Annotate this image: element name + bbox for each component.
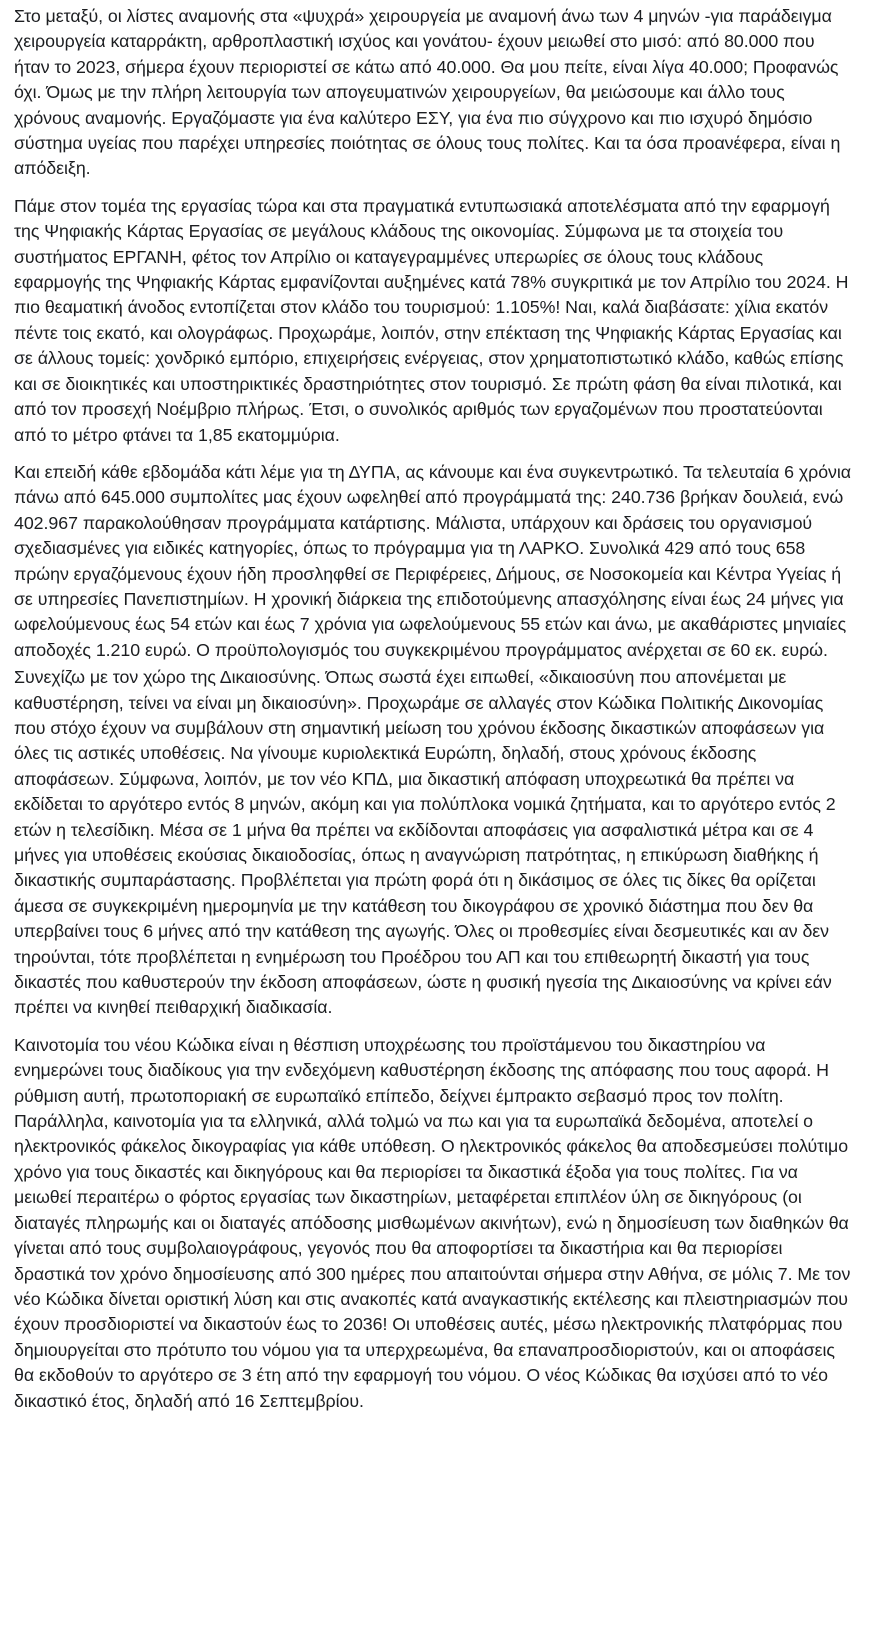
paragraph-new-code-innovations: Καινοτομία του νέου Κώδικα είναι η θέσπιση υποχρέωσης του προϊστάμενου του δικαστηρίου να ενημερώνει τους διαδίκους για την ενδεχόμενη καθυστέρηση έκδοσης της απόφασης που τους αφορά. Η ρύθμιση αυτή, πρωτοποριακή σε ευρωπαϊκό επίπεδο, δείχνει έμπρακτο σεβασμό προς τον πολίτη. Παράλληλα, καινοτομία για τα ελληνικά, αλλά τολμώ να πω και για τα ευρωπαϊκά δεδομένα, αποτελεί ο ηλεκτρονικός φάκελος δικογραφίας για κάθε υπόθεση. Ο ηλεκτρονικός φάκελος θα αποδεσμεύσει πολύτιμο χρόνο για τους δικαστές και δικηγόρους και θα περιορίσει τα δικαστικά έξοδα για τους πολίτες. Για να μειωθεί περαιτέρω ο φόρτος εργασίας των δικαστηρίων, μεταφέρεται επιπλέον ύλη σε δικηγόρους (οι διαταγές πληρωμής και οι διαταγές απόδοσης μισθωμένων ακινήτων), ενώ η δημοσίευση των διαθηκών θα γίνεται από τους συμβολαιογράφους, γεγονός που θα αποφορτίσει τα δικαστήρια και θα περιορίσει δραστικά τον χρόνο δημοσίευσης από 300 ημέρες που απαιτούνται σήμερα στην Αθήνα, σε μόλις 7. Με τον νέο Κώδικα δίνεται οριστική λύση και στις ανακοπές κατά αναγκαστικής εκτέλεσης και πλειστηριασμών που έχουν προσδιοριστεί να δικαστούν έως το 2036! Οι υποθέσεις αυτές, μέσω ηλεκτρονικής πλατφόρμας που δημιουργείται στο πρότυπο του νόμου για τα υπερχρεωμένα, θα επαναπροσδιοριστούν, και οι αποφάσεις θα εκδοθούν το αργότερο σε 3 έτη από την εφαρμογή του νόμου. Ο νέος Κώδικας θα ισχύσει από το νέο δικαστικό έτος, δηλαδή από 16 Σεπτεμβρίου. <box>14 1034 851 1411</box>
paragraph-justice-reform: Συνεχίζω με τον χώρο της Δικαιοσύνης. Όπως σωστά έχει ειπωθεί, «δικαιοσύνη που απονέμεται με καθυστέρηση, τείνει να είναι μη δικαιοσύνη». Προχωράμε σε αλλαγές στον Κώδικα Πολιτικής Δικονομίας που στόχο έχουν να συμβάλουν στη σημαντική μείωση του χρόνου έκδοσης δικαστικών αποφάσεων για όλες τις αστικές υποθέσεις. Να γίνουμε κυριολεκτικά Ευρώπη, δηλαδή, στους χρόνους έκδοσης αποφάσεων. Σύμφωνα, λοιπόν, με τον νέο ΚΠΔ, μια δικαστική απόφαση υποχρεωτικά θα πρέπει να εκδίδεται το αργότερο εντός 8 μηνών, ακόμη και για πολύπλοκα νομικά ζητήματα, και το αργότερο εντός 2 ετών η τελεσίδικη. Μέσα σε 1 μήνα θα πρέπει να εκδίδονται αποφάσεις για ασφαλιστικά μέτρα και σε 4 μήνες για υποθέσεις εκούσιας δικαιοδοσίας, όπως η αναγνώριση πατρότητας, η επικύρωση διαθήκης ή δικαστικής συμπαράστασης. Προβλέπεται για πρώτη φορά ότι η δικάσιμος σε όλες τις δίκες θα ορίζεται άμεσα σε συγκεκριμένη ημερομηνία με την κατάθεση του δικογράφου σε χρονικό διάστημα που δεν θα υπερβαίνει τους 6 μήνες από την κατάθεση της αγωγής. Όλες οι προθεσμίες είναι δεσμευτικές και αν δεν τηρούνται, τότε προβλέπεται η ενημέρωση του Προέδρου του ΑΠ και του επιθεωρητή δικαστή για τους δικαστές που καθυστερούν την έκδοση αποφάσεων, ώστε η φυσική ηγεσία της Δικαιοσύνης να κρίνει εάν πρέπει να κινηθεί πειθαρχική διαδικασία. <box>14 667 836 1018</box>
paragraph-surgery-waitlists: Στο μεταξύ, οι λίστες αναμονής στα «ψυχρά» χειρουργεία με αναμονή άνω των 4 μηνών -για παράδειγμα χειρουργεία καταρράκτη, αρθροπλαστική ισχύος και γονάτου- έχουν μειωθεί στο μισό: από 80.000 που ήταν το 2023, σήμερα έχουν περιοριστεί σε κάτω από 40.000. Θα μου πείτε, είναι λίγα 40.000; Προφανώς όχι. Όμως με την πλήρη λειτουργία των απογευματινών χειρουργείων, θα μειώσουμε και άλλο τους χρόνους αναμονής. Εργαζόμαστε για ένα καλύτερο ΕΣΥ, για ένα πιο σύγχρονο και πιο ισχυρό δημόσιο σύστημα υγείας που παρέχει υπηρεσίες ποιότητας σε όλους τους πολίτες. Και τα όσα προανέφερα, είναι η απόδειξη. <box>14 6 841 179</box>
paragraph-digital-work-card: Πάμε στον τομέα της εργασίας τώρα και στα πραγματικά εντυπωσιακά αποτελέσματα από την εφαρμογή της Ψηφιακής Κάρτας Εργασίας σε μεγάλους κλάδους της οικονομίας. Σύμφωνα με τα στοιχεία του συστήματος ΕΡΓΑΝΗ, φέτος τον Απρίλιο οι καταγεγραμμένες υπερωρίες σε όλους τους κλάδους εφαρμογής της Ψηφιακής Κάρτας εμφανίζονται αυξημένες κατά 78% συγκριτικά με τον Απρίλιο του 2024. Η πιο θεαματική άνοδος εντοπίζεται στον κλάδο του τουρισμού: 1.105%! Ναι, καλά διαβάσατε: χίλια εκατόν πέντε τοις εκατό, και ολογράφως. Προχωράμε, λοιπόν, στην επέκταση της Ψηφιακής Κάρτας Εργασίας και σε άλλους τομείς: χονδρικό εμπόριο, επιχειρήσεις ενέργειας, στον χρηματοπιστωτικό κλάδο, καθώς επίσης και σε διοικητικές και υποστηρικτικές δραστηριότητες στον τουρισμό. Σε πρώτη φάση θα είναι πιλοτικά, και από τον προσεχή Νοέμβριο πλήρως. Έτσι, ο συνολικός αριθμός των εργαζομένων που προστατεύονται από το μέτρο φτάνει τα 1,85 εκατομμύρια. <box>14 195 849 445</box>
paragraph-dypa-programs: Και επειδή κάθε εβδομάδα κάτι λέμε για τη ΔΥΠΑ, ας κάνουμε και ένα συγκεντρωτικό. Τα τελευταία 6 χρόνια πάνω από 645.000 συμπολίτες μας έχουν ωφεληθεί από προγράμματά της: 240.736 βρήκαν δουλειά, ενώ 402.967 παρακολούθησαν προγράμματα κατάρτισης. Μάλιστα, υπάρχουν και δράσεις του οργανισμού σχεδιασμένες για ειδικές κατηγορίες, όπως το πρόγραμμα για τη ΛΑΡΚΟ. Συνολικά 429 από τους 658 πρώην εργαζόμενους έχουν ήδη προσληφθεί σε Περιφέρειες, Δήμους, σε Νοσοκομεία και Κέντρα Υγείας ή σε υπηρεσίες Πανεπιστημίων. Η χρονική διάρκεια της επιδοτούμενης απασχόλησης είναι έως 24 μήνες για ωφελούμενους έως 54 ετών και έως 7 χρόνια για ωφελούμενους 55 ετών και άνω, με ακαθάριστες μηνιαίες αποδοχές 1.210 ευρώ. Ο προϋπολογισμός του συγκεκριμένου προγράμματος ανέρχεται σε 60 εκ. ευρώ. <box>14 461 852 660</box>
